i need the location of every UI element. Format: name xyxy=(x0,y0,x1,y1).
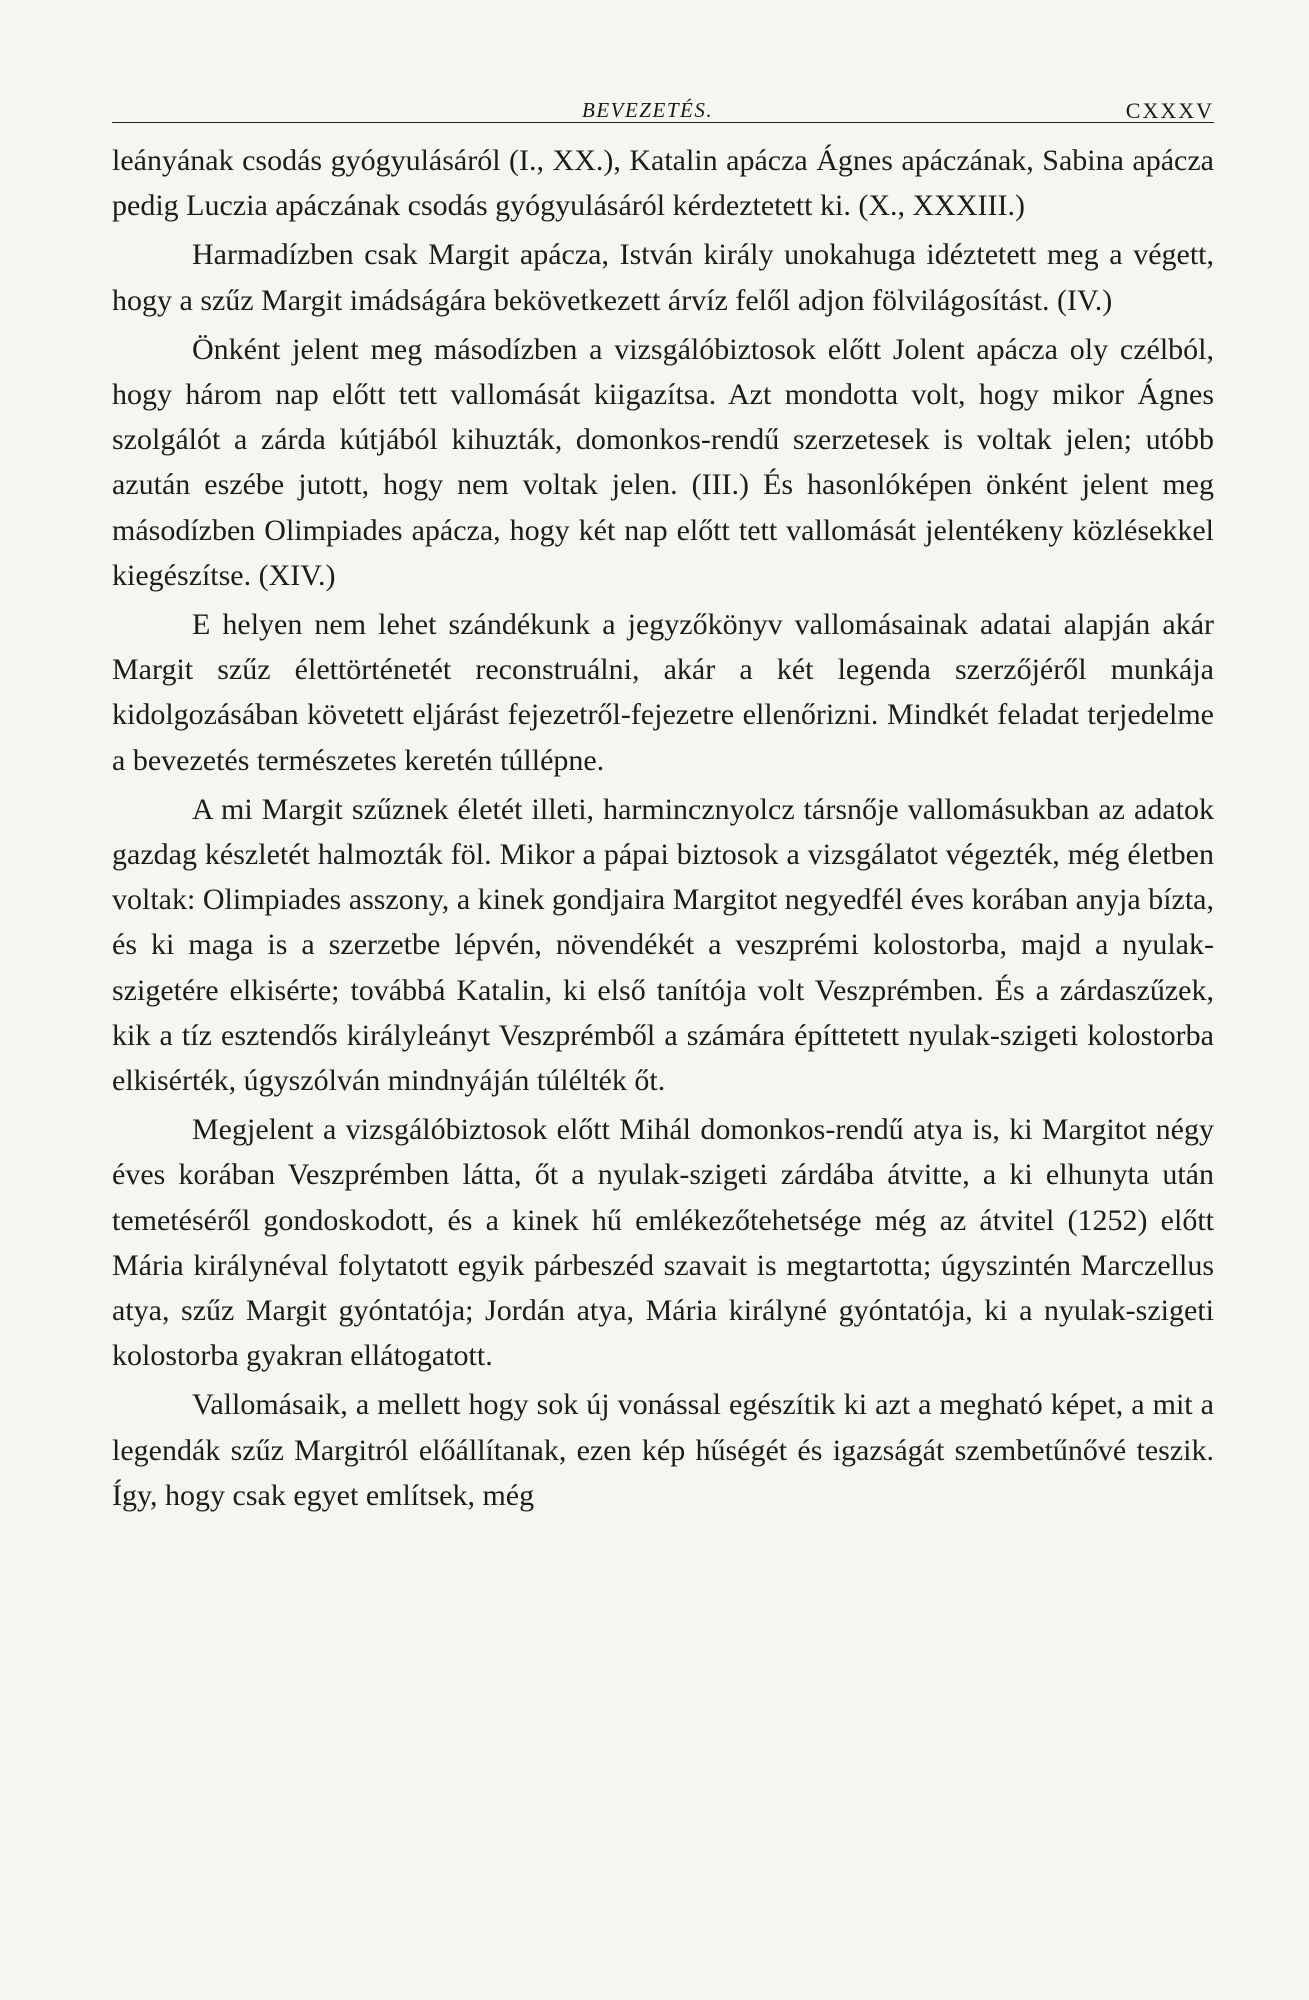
paragraph: Önként jelent meg másodízben a vizsgálóbiztosok előtt Jolent apácza oly czélból, hogy három nap előtt tett vallomását kiigazítsa. Azt mondotta volt, hogy mikor Ágnes szolgálót a zárda kútjából kihuzták, domonkos-rendű szerzetesek is voltak jelen; utóbb azután eszébe jutott, hogy nem voltak jelen. (III.) És hasonlóképen önként jelent meg másodízben Olimpiades apácza, hogy két nap előtt tett vallomását jelentékeny közlésekkel kiegészítse. (XIV.) xyxy=(112,332,1214,592)
paragraph: Megjelent a vizsgálóbiztosok előtt Mihál domonkos-rendű atya is, ki Margitot négy éves korában Veszprémben látta, őt a nyulak-szigeti zárdába átvitte, a ki elhunyta után temetéséről gondoskodott, és a kinek hű emlékezőtehetsége még az átvitel (1252) előtt Mária királynéval folytatott egyik párbeszéd szavait is megtartotta; úgyszintén Marczellus atya, szűz Margit gyóntatója; Jordán atya, Mária királyné gyóntatója, ki a nyulak-szigeti kolostorba gyakran ellátogatott. xyxy=(112,1113,1214,1373)
paragraph: Harmadízben csak Margit apácza, István király unokahuga idéztetett meg a végett, hogy a szűz Margit imádságára bekövetkezett árvíz felől adjon fölvilágosítást. (IV.) xyxy=(112,238,1214,317)
running-head: BEVEZETÉS. xyxy=(582,98,714,122)
body-text xyxy=(112,138,1214,1522)
paragraph-continuation: leányának csodás gyógyulásáról (I., XX.), Katalin apácza Ágnes apáczának, Sabina apácza pedig Luczia apáczának csodás gyógyulásáról kérdeztetett ki. (X., XXXIII.) xyxy=(112,144,1214,223)
page-header xyxy=(112,82,1214,123)
page-number: CXXXV xyxy=(1125,98,1214,123)
paragraph: Vallomásaik, a mellett hogy sok új vonással egészítik ki azt a megható képet, a mit a legendák szűz Margitról előállítanak, ezen kép hűségét és igazságát szembetűnővé teszik. Így, hogy csak egyet említsek, még xyxy=(112,1388,1214,1512)
paragraph: A mi Margit szűznek életét illeti, harmincznyolcz társnője vallomásukban az adatok gazdag készletét halmozták föl. Mikor a pápai biztosok a vizsgálatot végezték, még életben voltak: Olimpiades asszony, a kinek gondjaira Margitot negyedfél éves korában anyja bízta, és ki maga is a szerzetbe lépvén, növendékét a veszprémi kolostorba, majd a nyulak-szigetére elkisérte; továbbá Katalin, ki első tanítója volt Veszprémben. És a zárdaszűzek, kik a tíz esztendős királyleányt Veszprémből a számára építtetett nyulak-szigeti kolostorba elkisérték, úgyszólván mindnyáján túlélték őt. xyxy=(112,792,1214,1098)
paragraph: E helyen nem lehet szándékunk a jegyzőkönyv vallomásainak adatai alapján akár Margit szűz élettörténetét reconstruálni, akár a két legenda szerzőjéről munkája kidolgozásában követett eljárást fejezetről-fejezetre ellenőrizni. Mindkét feladat terjedelme a bevezetés természetes keretén túllépne. xyxy=(112,608,1214,777)
